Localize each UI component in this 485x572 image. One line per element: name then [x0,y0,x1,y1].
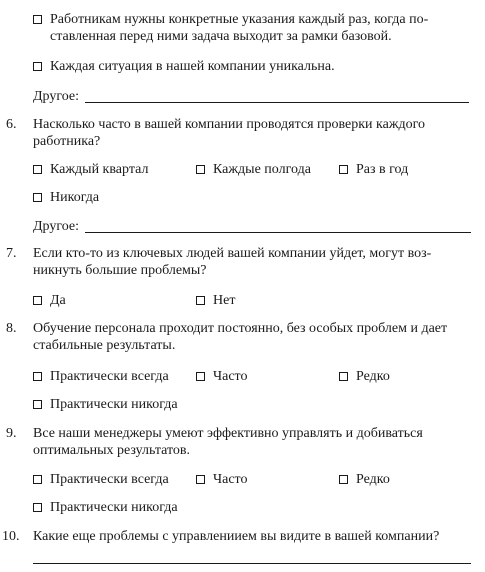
q9-option-rarely[interactable]: Редко [339,471,390,488]
q9-text: Все наши менеджеры умеют эффективно управлять и добиваться оптимальных результатов. [33,426,423,458]
q8-option-rarely[interactable]: Редко [339,368,390,385]
q9-number: 9. [6,426,17,441]
q6-other-label: Другое: [33,219,80,234]
q7-option-no[interactable]: Нет [196,292,235,309]
q9-option-almost-always[interactable]: Практически всегда [33,471,169,488]
checkbox[interactable] [196,372,205,381]
q6-other-input-line[interactable] [85,232,471,233]
checkbox[interactable] [196,165,205,174]
checkbox[interactable] [33,62,42,71]
q5-option-instructions-cont: ставленная перед ними задача выходит за рамки базовой. [50,29,392,44]
q8-option-often[interactable]: Часто [196,368,247,385]
q10-text: Какие еще проблемы с управлениием вы видите в вашей компании? [33,529,440,544]
q10-number: 10. [2,529,20,544]
q10-answer-input-line[interactable] [33,563,471,564]
checkbox[interactable] [33,372,42,381]
q9-option-often[interactable]: Часто [196,471,247,488]
q5-other-input-line[interactable] [85,102,469,103]
checkbox[interactable] [33,400,42,409]
checkbox[interactable] [339,165,348,174]
q7-number: 7. [6,246,17,261]
checkbox[interactable] [196,296,205,305]
checkbox[interactable] [339,372,348,381]
q5-option-instructions[interactable] [33,11,428,28]
checkbox[interactable] [33,15,42,24]
q9-option-almost-never[interactable]: Практически никогда [33,499,178,516]
q5-other-label: Другое: [33,89,80,104]
checkbox[interactable] [33,193,42,202]
q6-option-half-year[interactable]: Каждые полгода [196,161,311,178]
checkbox[interactable] [339,475,348,484]
q6-number: 6. [6,117,17,132]
checkbox[interactable] [33,296,42,305]
option-label: Каждая ситуация в нашей компании уникальна. [50,59,335,74]
q6-text: Насколько часто в вашей компании проводятся проверки каждого работника? [33,117,426,149]
checkbox[interactable] [33,475,42,484]
checkbox[interactable] [33,503,42,512]
q6-option-yearly[interactable]: Раз в год [339,161,408,178]
q6-option-never[interactable]: Никогда [33,189,99,206]
q8-text: Обучение персонала проходит постоянно, без особых проблем и дает стабильные результаты. [33,321,448,353]
q5-option-unique[interactable] [33,58,335,75]
option-label: Работникам нужны конкретные указания каждый раз, когда по- [50,12,429,27]
q8-option-almost-never[interactable]: Практически никогда [33,396,178,413]
q7-option-yes[interactable]: Да [33,292,66,309]
q6-option-quarterly[interactable]: Каждый квартал [33,161,148,178]
q8-number: 8. [6,321,17,336]
q8-option-almost-always[interactable]: Практически всегда [33,368,169,385]
q7-text: Если кто-то из ключевых людей вашей компании уйдет, могут воз- никнуть большие проблемы? [33,246,432,278]
checkbox[interactable] [196,475,205,484]
checkbox[interactable] [33,165,42,174]
